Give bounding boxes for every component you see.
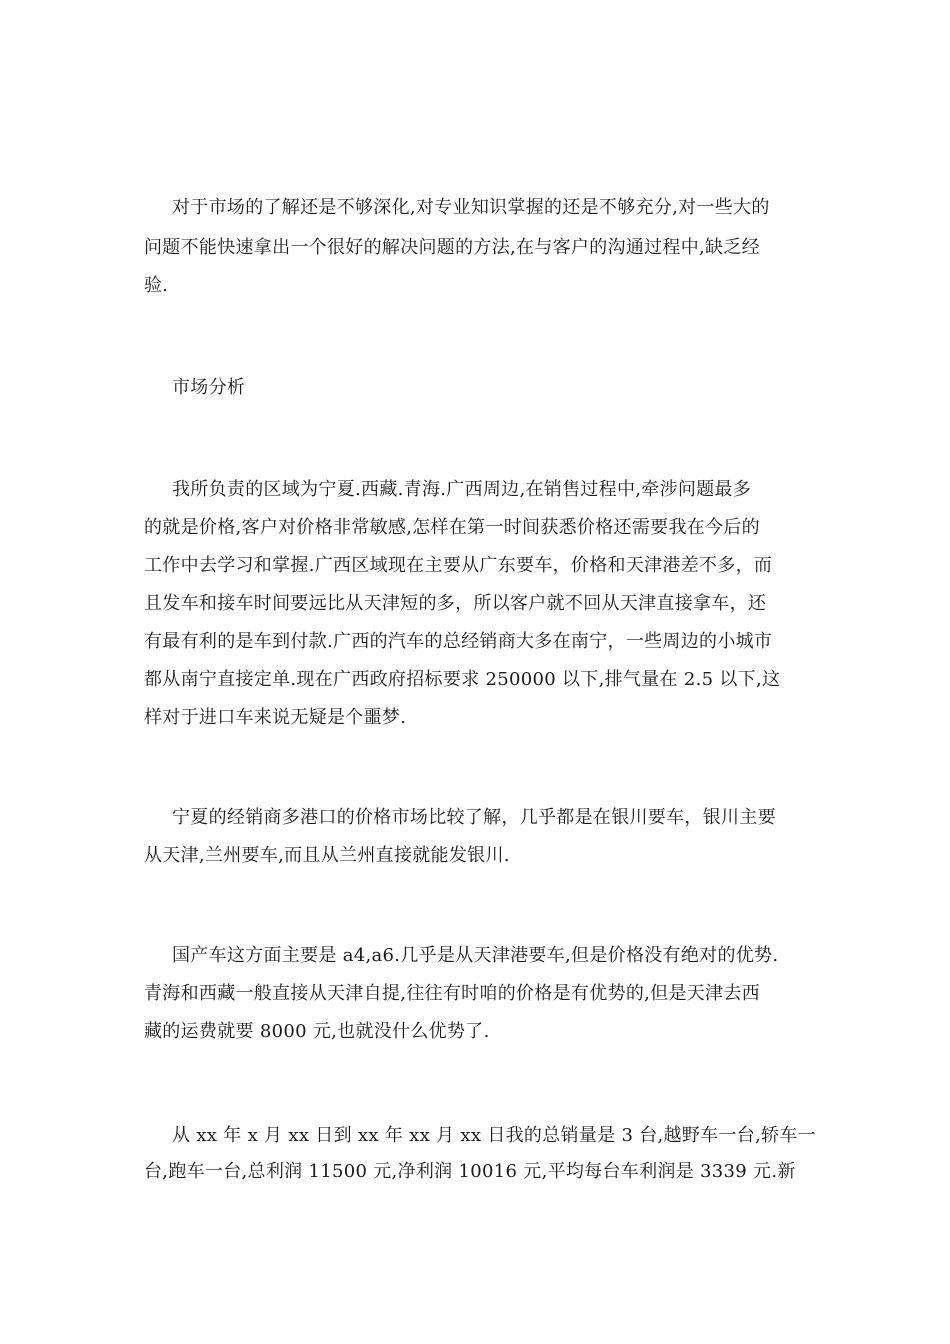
paragraph-6-line-2: 台,跑车一台,总利润 11500 元,净利润 10016 元,平均每台车利润是 3339 元.新 (144, 1161, 796, 1182)
paragraph-4-line-1: 宁夏的经销商多港口的价格市场比较了解，几乎都是在银川要车，银川主要 (172, 807, 776, 828)
paragraph-4-line-2: 从天津,兰州要车,而且从兰州直接就能发银川. (144, 845, 510, 866)
paragraph-1-line-2: 问题不能快速拿出一个很好的解决问题的方法,在与客户的沟通过程中,缺乏经 (144, 237, 760, 258)
paragraph-3-line-6: 都从南宁直接定单.现在广西政府招标要求 250000 以下,排气量在 2.5 以下,这 (144, 669, 781, 690)
paragraph-1-line-1: 对于市场的了解还是不够深化,对专业知识掌握的还是不够充分,对一些大的 (172, 197, 770, 218)
paragraph-3-line-1: 我所负责的区域为宁夏.西藏.青海.广西周边,在销售过程中,牵涉问题最多 (172, 479, 752, 500)
paragraph-3-line-5: 有最有利的是车到付款.广西的汽车的总经销商大多在南宁，一些周边的小城市 (144, 631, 773, 652)
paragraph-3-line-3: 工作中去学习和掌握.广西区域现在主要从广东要车，价格和天津港差不多，而 (144, 555, 773, 576)
paragraph-5-line-3: 藏的运费就要 8000 元,也就没什么优势了. (144, 1021, 490, 1042)
paragraph-5-line-2: 青海和西藏一般直接从天津自提,往往有时咱的价格是有优势的,但是天津去西 (144, 983, 760, 1004)
paragraph-3-line-2: 的就是价格,客户对价格非常敏感,怎样在第一时间获悉价格还需要我在今后的 (144, 517, 760, 538)
paragraph-6-line-1: 从 xx 年 x 月 xx 日到 xx 年 xx 月 xx 日我的总销量是 3 台,越野车一台,轿车一 (172, 1125, 816, 1146)
paragraph-5-line-1: 国产车这方面主要是 a4,a6.几乎是从天津港要车,但是价格没有绝对的优势. (172, 945, 779, 966)
paragraph-3-line-4: 且发车和接车时间要远比从天津短的多，所以客户就不回从天津直接拿车，还 (144, 593, 767, 614)
paragraph-1-line-3: 验. (144, 275, 169, 296)
paragraph-3-line-7: 样对于进口车来说无疑是个噩梦. (144, 707, 407, 728)
section-heading: 市场分析 (172, 377, 246, 398)
